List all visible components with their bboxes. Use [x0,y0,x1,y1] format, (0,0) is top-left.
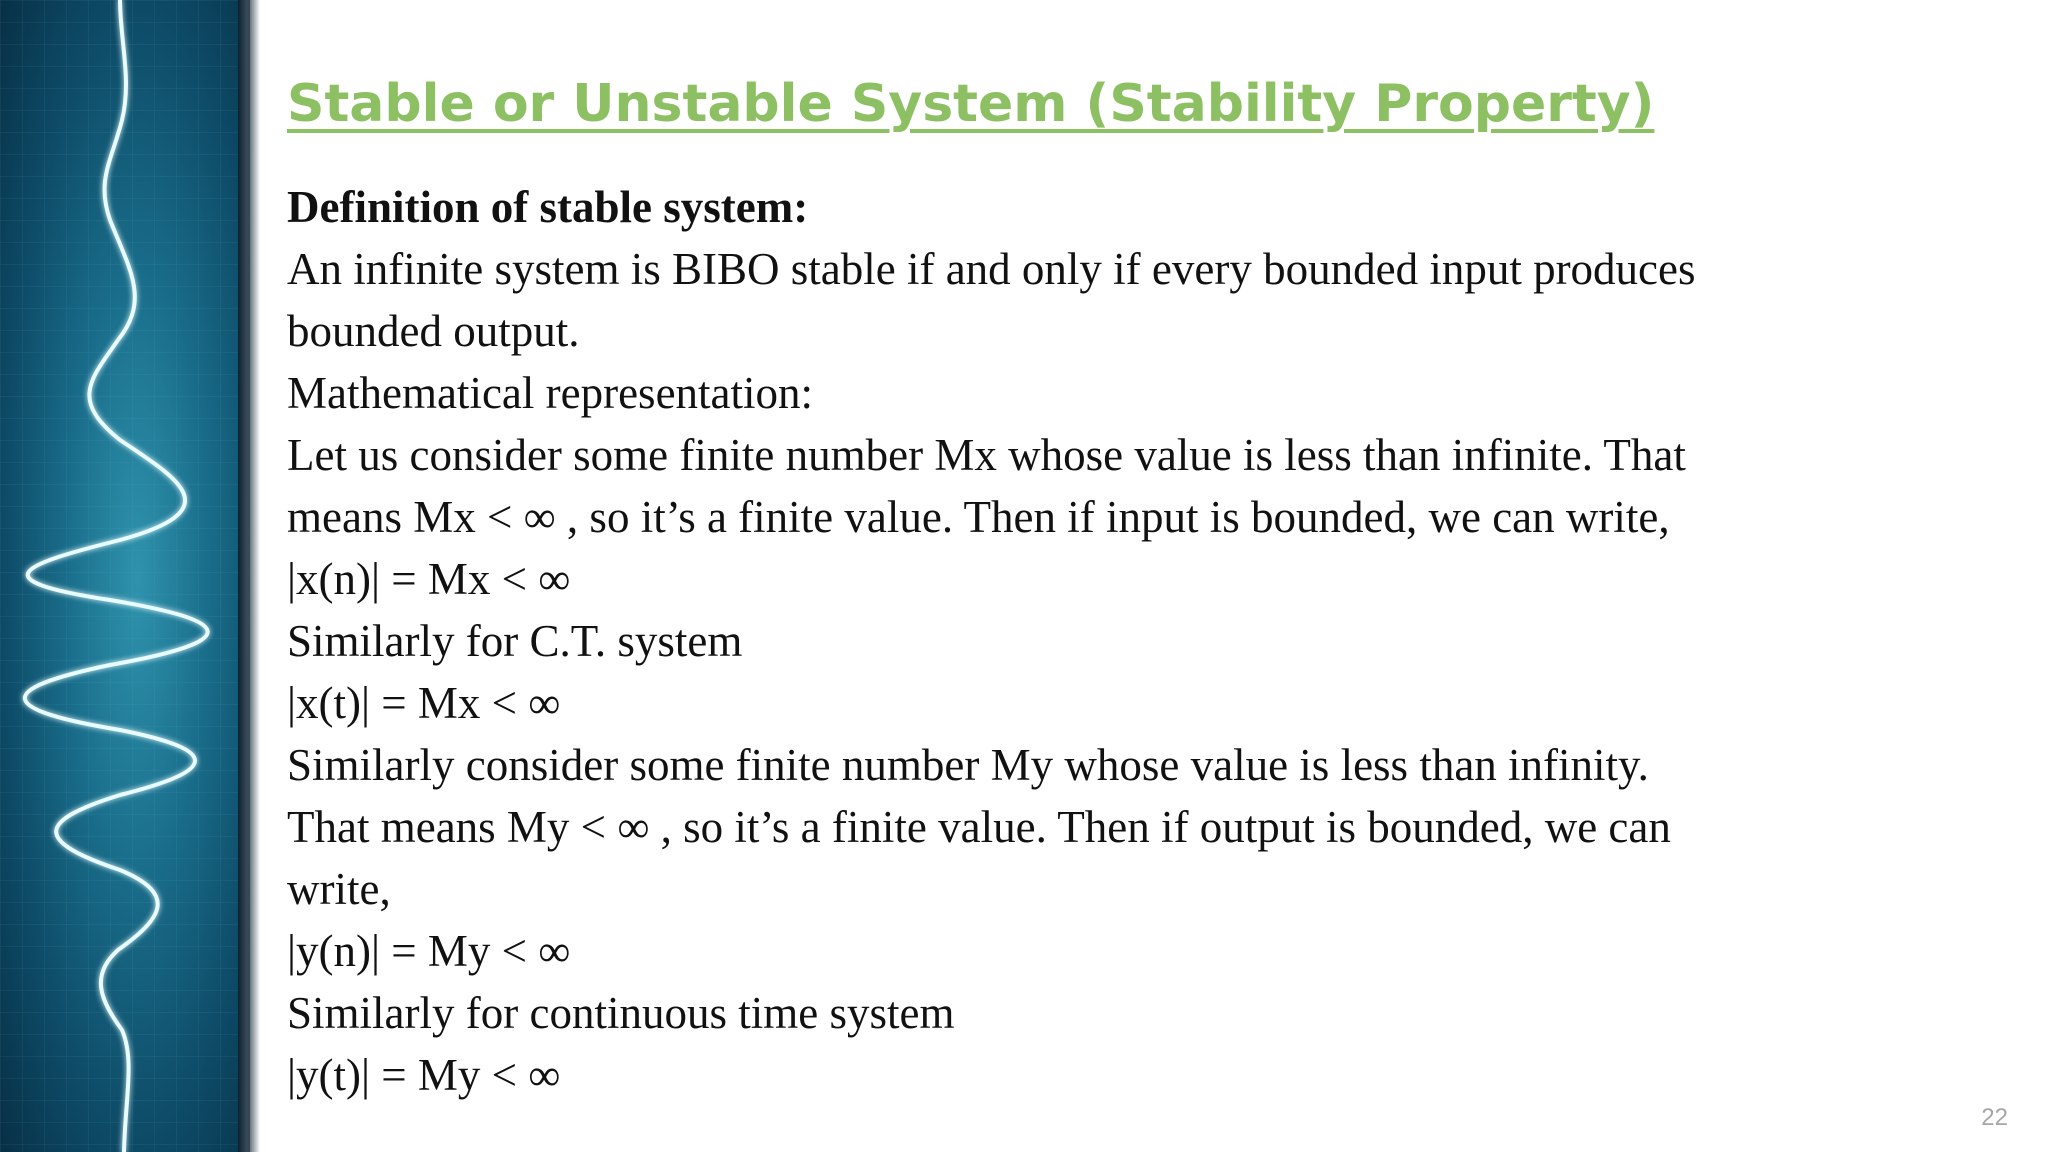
panel-edge-shadow [238,0,260,1152]
slide-title: Stable or Unstable System (Stability Property) [287,74,1655,134]
body-line: bounded output. [287,306,580,356]
body-line: An infinite system is BIBO stable if and only if every bounded input produces [287,244,1696,294]
decorative-side-panel [0,0,250,1152]
page-number: 22 [1981,1104,2008,1131]
body-line: Similarly consider some finite number My whose value is less than infinity. [287,740,1649,790]
body-line: Similarly for C.T. system [287,616,743,666]
definition-heading: Definition of stable system: [287,182,809,232]
grid-background [0,0,250,1152]
slide-body [287,176,1927,1106]
equation-line: |x(t)| = Mx < ∞ [287,678,561,728]
body-line: write, [287,864,391,914]
body-line: Similarly for continuous time system [287,988,955,1038]
body-line: That means My < ∞ , so it’s a finite value. Then if output is bounded, we can [287,802,1671,852]
body-line: Mathematical representation: [287,368,814,418]
body-line: Let us consider some finite number Mx whose value is less than infinite. That [287,430,1686,480]
equation-line: |y(n)| = My < ∞ [287,926,571,976]
body-line: means Mx < ∞ , so it’s a finite value. Then if input is bounded, we can write, [287,492,1670,542]
equation-line: |x(n)| = Mx < ∞ [287,554,571,604]
waveform-graphic [0,0,250,1152]
equation-line: |y(t)| = My < ∞ [287,1050,561,1100]
